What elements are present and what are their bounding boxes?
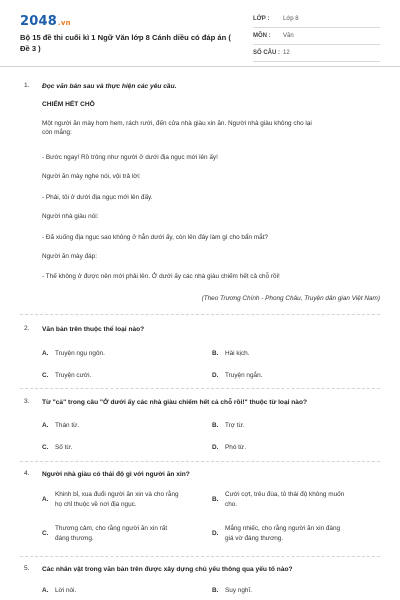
option-c[interactable]: [42, 524, 202, 544]
reading-passage: [42, 97, 380, 307]
option-b[interactable]: [212, 490, 380, 510]
option-text: Hài kịch.: [225, 350, 250, 357]
option-text-line: Cười cợt, trêu đùa, tỏ thái độ không muốn: [225, 491, 345, 498]
option-text-line: giá vờ đáng thương.: [225, 535, 284, 542]
option-letter: D.: [212, 444, 219, 451]
passage-source: (Theo Trương Chính - Phong Châu, Truyện dân gian Việt Nam): [201, 295, 380, 302]
option-text-line: Thương cảm, cho rằng người ăn xin rất: [55, 525, 168, 532]
passage-line: Một người ăn mày hom hem, rách rưới, đến cửa nhà giàu xin ăn. Người nhà giàu không cho lại: [42, 120, 312, 127]
meta-row-subject: [253, 28, 380, 45]
passage-line: Người ăn mày nghe nói, vội trả lời:: [42, 173, 141, 180]
question-number: 4.: [24, 470, 30, 477]
option-text: Thán từ.: [55, 422, 80, 429]
option-letter: A.: [42, 422, 49, 429]
option-a[interactable]: [42, 490, 202, 510]
option-letter: C.: [42, 372, 49, 379]
option-letter: C.: [42, 444, 49, 451]
option-letter: B.: [212, 350, 219, 357]
question-prompt: Đọc văn bản sau và thực hiện các yêu cầu.: [42, 83, 177, 90]
meta-row-count: [253, 45, 380, 62]
option-letter: A.: [42, 496, 49, 503]
question-number: 3.: [24, 398, 30, 405]
option-letter: B.: [212, 587, 219, 594]
option-letter: B.: [212, 422, 219, 429]
option-text: Suy nghĩ.: [225, 587, 253, 594]
meta-key: SỐ CÂU :: [253, 50, 280, 56]
question-text: Các nhân vật trong văn bản trên được xây dựng chủ yếu thông qua yếu tố nào?: [42, 566, 293, 573]
question-text: Văn bản trên thuộc thể loại nào?: [42, 326, 145, 333]
passage-line: còn mắng:: [42, 129, 72, 136]
option-text: Số từ.: [55, 444, 73, 451]
option-text: Truyện ngụ ngôn.: [55, 350, 105, 357]
option-letter: A.: [42, 350, 49, 357]
passage-line: - Thế không ở được nên mới phải lên. Ở dưới ấy các nhà giàu chiếm hết cả chỗ rồi!: [42, 273, 280, 280]
option-letter: B.: [212, 496, 219, 503]
question-number: 5.: [24, 565, 30, 572]
meta-value: Lớp 8: [283, 16, 299, 22]
passage-line: - Bước ngay! Rồ trông như người ở dưới địa ngục mới lên ấy!: [42, 154, 218, 161]
option-text: Truyện ngắn.: [225, 372, 263, 379]
meta-value: 12: [283, 50, 290, 56]
option-text: Phó từ.: [225, 444, 246, 451]
meta-key: MÔN :: [253, 33, 271, 39]
exam-meta: [253, 11, 380, 62]
option-text-line: đáng thương.: [55, 535, 94, 542]
option-letter: A.: [42, 587, 49, 594]
meta-value: Văn: [283, 33, 294, 39]
logo-suffix: .vn: [57, 19, 71, 27]
option-d[interactable]: [212, 524, 380, 544]
option-text: Trợ từ.: [225, 422, 245, 429]
option-text-line: Khinh bỉ, xua đuổi người ăn xin và cho rằng: [55, 491, 179, 498]
passage-line: Người nhà giàu nói:: [42, 213, 99, 220]
question-divider: [20, 314, 380, 315]
passage-title: CHIẾM HẾT CHỖ: [42, 101, 95, 108]
site-logo[interactable]: [20, 14, 71, 29]
question-divider: [20, 556, 380, 557]
option-letter: D.: [212, 530, 219, 537]
passage-line: - Đã xuống địa ngục sao không ở hẳn dưới ấy, còn lên đây làm gì cho bẩn mắt?: [42, 234, 269, 241]
passage-line: Người ăn mày đáp:: [42, 253, 98, 260]
question-text: Từ "cả" trong câu "Ở dưới ấy các nhà giàu chiếm hết cả chỗ rồi!" thuộc từ loại nào?: [42, 399, 308, 406]
logo-text: 2048: [20, 14, 57, 29]
option-text: Truyện cười.: [55, 372, 92, 379]
option-text-line: cho.: [225, 501, 238, 508]
meta-key: LỚP :: [253, 16, 270, 22]
question-divider: [20, 461, 380, 462]
passage-line: - Phải, tôi ở dưới địa ngục mới lên đấy.: [42, 194, 153, 201]
question-number: 2.: [24, 325, 30, 332]
option-text: Lời nói.: [55, 587, 77, 594]
option-text-line: Mắng nhiếc, cho rằng người ăn xin đáng: [225, 525, 341, 532]
meta-row-grade: [253, 11, 380, 28]
question-number: 1.: [24, 82, 30, 89]
option-letter: C.: [42, 530, 49, 537]
question-divider: [20, 388, 380, 389]
question-text: Người nhà giàu có thái độ gì với người ăn xin?: [42, 471, 190, 478]
document-header: [0, 0, 400, 67]
document-title: Bộ 15 đề thi cuối kì 1 Ngữ Văn lớp 8 Cánh diều có đáp án ( Đề 3 ): [20, 33, 231, 53]
option-letter: D.: [212, 372, 219, 379]
option-text-line: họ chỉ thuộc về nơi địa ngục.: [55, 501, 137, 508]
